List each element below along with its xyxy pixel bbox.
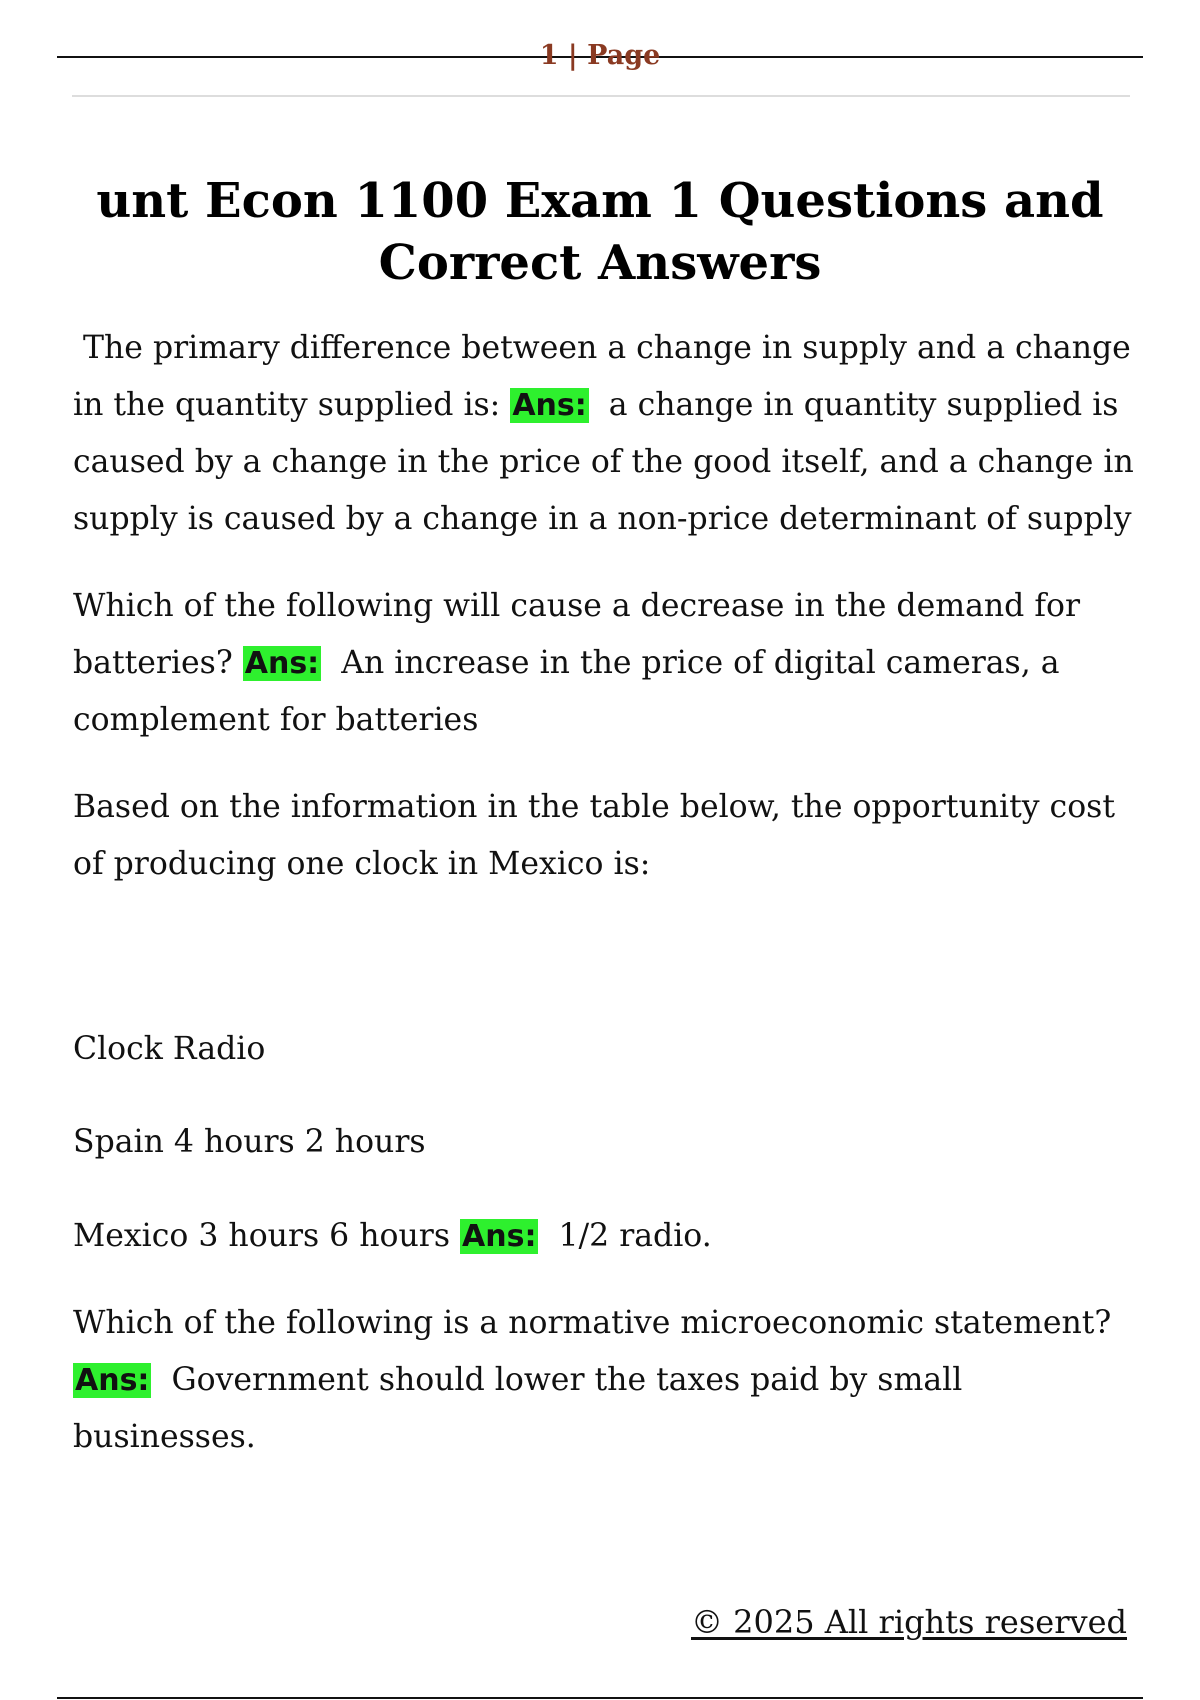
- question-item-3-answer-line: [73, 1208, 1153, 1265]
- question-text: Which of the following is a normative microeconomic statement?: [73, 1305, 1112, 1341]
- question-item-2: [73, 578, 1153, 749]
- copyright-notice: © 2025 All rights reserved: [691, 1603, 1127, 1641]
- header-divider: [72, 95, 1130, 97]
- answer-text: a change in quantity supplied is caused by a change in the price of the good itself, and a change in supply is caused by a change in a non-price determinant of supply: [73, 387, 1134, 537]
- question-text: Based on the information in the table below, the opportunity cost of producing one clock in Mexico is:: [73, 789, 1115, 882]
- answer-marker: Ans:: [244, 646, 320, 681]
- question-item-1: [73, 320, 1153, 548]
- document-title: unt Econ 1100 Exam 1 Questions and Correct Answers: [96, 173, 1104, 291]
- answer-marker: Ans:: [75, 1363, 150, 1398]
- document-body: [73, 320, 1153, 1466]
- question-text: The primary difference between a change in supply and a change in the quantity supplied is:: [73, 330, 1131, 423]
- question-item-4: [73, 1295, 1153, 1466]
- answer-text: Government should lower the taxes paid by small businesses.: [73, 1362, 963, 1455]
- answer-text: 1/2 radio.: [558, 1218, 712, 1254]
- footer-rule: [57, 1697, 1143, 1699]
- question-text: Which of the following will cause a decrease in the demand for batteries?: [73, 588, 1081, 681]
- table-line-header: Clock Radio: [73, 1031, 266, 1067]
- page-number-label: 1 | Page: [539, 40, 661, 71]
- answer-text: An increase in the price of digital cameras, a complement for batteries: [73, 645, 1060, 738]
- question-item-3: [73, 779, 1153, 893]
- answer-marker: Ans:: [462, 1219, 537, 1254]
- answer-marker: Ans:: [512, 388, 587, 423]
- table-line-spain: Spain 4 hours 2 hours: [73, 1124, 426, 1160]
- table-line-mexico: Mexico 3 hours 6 hours: [73, 1218, 451, 1254]
